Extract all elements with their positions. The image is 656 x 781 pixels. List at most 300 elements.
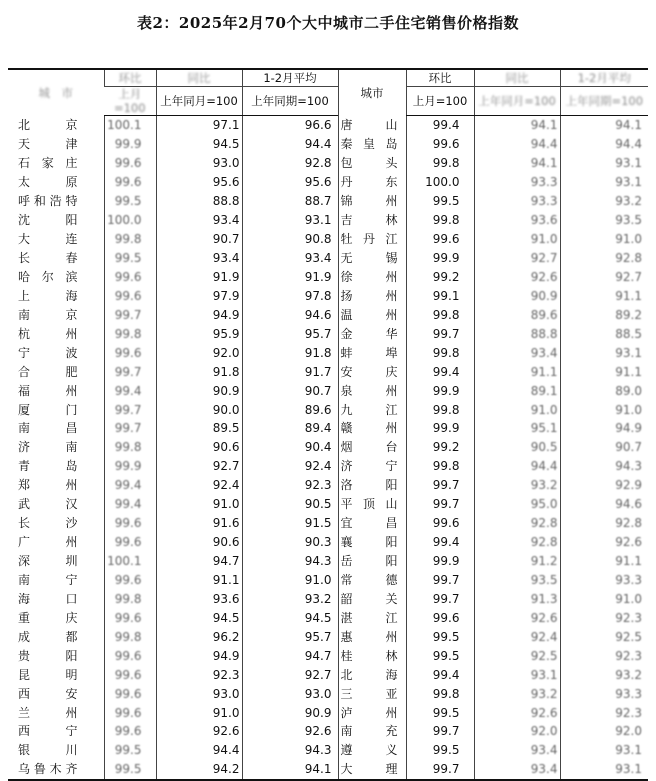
- cell-city-left: 深圳: [18, 554, 78, 569]
- cell-city-right: 牡丹江: [338, 230, 406, 249]
- header-yoy-right: 同比: [474, 69, 560, 87]
- cell-mom-left: 99.9: [104, 135, 156, 154]
- cell-yoy-left: 91.1: [156, 571, 242, 590]
- cell-yoy-right: 92.7: [474, 249, 560, 268]
- cell-yoy-right: 92.4: [474, 627, 560, 646]
- cell-city-right: 宜昌: [338, 514, 406, 533]
- cell-city-right: 扬州: [338, 286, 406, 305]
- table-row: [8, 741, 648, 760]
- cell-yoy-right: 90.9: [474, 286, 560, 305]
- cell-avg-left: 93.1: [242, 211, 338, 230]
- cell-avg-right: 91.1: [560, 286, 648, 305]
- cell-avg-left: 92.4: [242, 457, 338, 476]
- cell-yoy-right: 95.1: [474, 419, 560, 438]
- cell-mom-left: 99.5: [104, 192, 156, 211]
- header-mom-unit-left: 上月=100: [104, 87, 156, 116]
- cell-mom-left: 99.4: [104, 476, 156, 495]
- cell-avg-left: 97.8: [242, 286, 338, 305]
- header-avg-right: 1-2月平均: [560, 69, 648, 87]
- cell-avg-left: 95.7: [242, 627, 338, 646]
- cell-city-right: 岳阳: [338, 552, 406, 571]
- cell-city-left: 哈尔滨: [18, 269, 78, 284]
- cell-yoy-right: 92.8: [474, 514, 560, 533]
- cell-mom-right: 99.4: [406, 533, 474, 552]
- cell-city-left: 沈阳: [18, 213, 78, 228]
- cell-city-right: 烟台: [338, 438, 406, 457]
- cell-mom-left: 99.6: [104, 608, 156, 627]
- table-row: [8, 249, 648, 268]
- cell-city-left: 北京: [18, 118, 78, 133]
- table-row: [8, 627, 648, 646]
- cell-avg-right: 94.9: [560, 419, 648, 438]
- cell-avg-left: 91.5: [242, 514, 338, 533]
- cell-mom-left: 99.8: [104, 230, 156, 249]
- cell-mom-right: 99.5: [406, 741, 474, 760]
- cell-avg-right: 93.1: [560, 173, 648, 192]
- header-mom-right: 环比: [406, 69, 474, 87]
- cell-mom-left: 100.1: [104, 552, 156, 571]
- cell-yoy-left: 94.4: [156, 741, 242, 760]
- header-city-right: 城市: [338, 69, 406, 116]
- cell-city-left: 成都: [18, 629, 78, 644]
- cell-yoy-left: 90.9: [156, 381, 242, 400]
- cell-yoy-left: 90.6: [156, 438, 242, 457]
- cell-avg-left: 90.5: [242, 495, 338, 514]
- table-row: [8, 362, 648, 381]
- cell-city-left: 西安: [18, 686, 78, 701]
- cell-avg-left: 89.6: [242, 400, 338, 419]
- cell-city-left: 杭州: [18, 326, 78, 341]
- cell-city-right: 湛江: [338, 608, 406, 627]
- table-row: [8, 135, 648, 154]
- cell-city-right: 南充: [338, 722, 406, 741]
- table-row: [8, 476, 648, 495]
- cell-avg-left: 93.0: [242, 684, 338, 703]
- table-row: [8, 192, 648, 211]
- cell-city-left: 大连: [18, 232, 78, 247]
- cell-city-left: 太原: [18, 175, 78, 190]
- cell-yoy-left: 91.8: [156, 362, 242, 381]
- table-row: [8, 268, 648, 287]
- cell-mom-right: 99.7: [406, 495, 474, 514]
- cell-city-right: 秦皇岛: [338, 135, 406, 154]
- cell-mom-right: 99.7: [406, 760, 474, 780]
- cell-yoy-left: 90.6: [156, 533, 242, 552]
- cell-mom-right: 99.7: [406, 571, 474, 590]
- cell-mom-right: 99.8: [406, 211, 474, 230]
- cell-city-right: 洛阳: [338, 476, 406, 495]
- cell-avg-left: 92.7: [242, 665, 338, 684]
- cell-yoy-right: 93.5: [474, 571, 560, 590]
- cell-yoy-right: 93.4: [474, 343, 560, 362]
- cell-mom-right: 99.6: [406, 514, 474, 533]
- cell-mom-left: 99.5: [104, 249, 156, 268]
- cell-yoy-right: 92.0: [474, 722, 560, 741]
- cell-yoy-left: 94.7: [156, 552, 242, 571]
- cell-avg-right: 93.1: [560, 154, 648, 173]
- cell-yoy-right: 93.2: [474, 684, 560, 703]
- cell-yoy-right: 89.6: [474, 305, 560, 324]
- cell-avg-right: 88.5: [560, 324, 648, 343]
- cell-avg-left: 90.9: [242, 703, 338, 722]
- cell-city-left: 合肥: [18, 364, 78, 379]
- cell-city-right: 赣州: [338, 419, 406, 438]
- cell-avg-left: 90.3: [242, 533, 338, 552]
- cell-yoy-right: 94.1: [474, 116, 560, 135]
- cell-mom-left: 99.5: [104, 760, 156, 780]
- cell-city-right: 平顶山: [338, 495, 406, 514]
- cell-city-left: 青岛: [18, 459, 78, 474]
- cell-mom-right: 99.5: [406, 646, 474, 665]
- cell-avg-right: 93.1: [560, 760, 648, 780]
- cell-mom-right: 99.9: [406, 381, 474, 400]
- cell-avg-right: 93.3: [560, 684, 648, 703]
- cell-yoy-right: 92.6: [474, 608, 560, 627]
- cell-city-right: 锦州: [338, 192, 406, 211]
- table-row: [8, 173, 648, 192]
- cell-mom-right: 99.4: [406, 665, 474, 684]
- table-row: [8, 305, 648, 324]
- cell-mom-right: 99.8: [406, 684, 474, 703]
- cell-mom-left: 99.4: [104, 381, 156, 400]
- table-row: [8, 495, 648, 514]
- cell-city-left: 重庆: [18, 610, 78, 625]
- cell-yoy-left: 94.2: [156, 760, 242, 780]
- cell-mom-left: 99.6: [104, 571, 156, 590]
- cell-yoy-right: 93.3: [474, 192, 560, 211]
- cell-mom-right: 99.5: [406, 192, 474, 211]
- cell-city-left: 兰州: [18, 705, 78, 720]
- cell-avg-right: 91.0: [560, 230, 648, 249]
- cell-city-left: 广州: [18, 535, 78, 550]
- cell-city-right: 大理: [338, 760, 406, 780]
- cell-yoy-right: 89.1: [474, 381, 560, 400]
- header-mom-unit-right: 上月=100: [406, 87, 474, 116]
- cell-yoy-right: 88.8: [474, 324, 560, 343]
- cell-city-left: 南昌: [18, 421, 78, 436]
- cell-city-right: 唐山: [338, 116, 406, 135]
- header-mom-left: 环比: [104, 69, 156, 87]
- cell-mom-left: 99.8: [104, 589, 156, 608]
- cell-city-left: 乌鲁木齐: [8, 760, 104, 780]
- cell-avg-right: 93.2: [560, 192, 648, 211]
- cell-city-right: 济宁: [338, 457, 406, 476]
- cell-avg-right: 93.2: [560, 665, 648, 684]
- cell-avg-right: 93.5: [560, 211, 648, 230]
- cell-avg-right: 92.5: [560, 627, 648, 646]
- table-row: [8, 533, 648, 552]
- cell-mom-right: 99.4: [406, 362, 474, 381]
- cell-mom-left: 99.8: [104, 627, 156, 646]
- cell-mom-right: 99.4: [406, 116, 474, 135]
- cell-mom-left: 99.6: [104, 343, 156, 362]
- cell-yoy-right: 91.0: [474, 230, 560, 249]
- cell-avg-right: 94.3: [560, 457, 648, 476]
- cell-avg-right: 92.3: [560, 703, 648, 722]
- cell-mom-left: 99.6: [104, 268, 156, 287]
- cell-yoy-right: 93.6: [474, 211, 560, 230]
- cell-city-left: 厦门: [18, 402, 78, 417]
- cell-yoy-left: 93.0: [156, 154, 242, 173]
- cell-city-left: 石家庄: [18, 156, 78, 171]
- cell-city-right: 遵义: [338, 741, 406, 760]
- cell-yoy-left: 88.8: [156, 192, 242, 211]
- cell-yoy-left: 92.6: [156, 722, 242, 741]
- cell-mom-right: 99.6: [406, 608, 474, 627]
- cell-mom-left: 99.6: [104, 173, 156, 192]
- cell-avg-right: 94.6: [560, 495, 648, 514]
- cell-avg-left: 90.8: [242, 230, 338, 249]
- cell-city-right: 蚌埠: [338, 343, 406, 362]
- cell-city-right: 惠州: [338, 627, 406, 646]
- cell-city-left: 西宁: [18, 724, 78, 739]
- cell-avg-left: 95.6: [242, 173, 338, 192]
- cell-avg-right: 89.2: [560, 305, 648, 324]
- cell-mom-left: 99.6: [104, 646, 156, 665]
- cell-avg-right: 92.8: [560, 249, 648, 268]
- table-row: [8, 230, 648, 249]
- cell-yoy-left: 91.9: [156, 268, 242, 287]
- cell-mom-right: 99.9: [406, 552, 474, 571]
- cell-mom-right: 99.7: [406, 722, 474, 741]
- cell-avg-right: 92.9: [560, 476, 648, 495]
- header-yoy-left: 同比: [156, 69, 242, 87]
- table-row: [8, 343, 648, 362]
- cell-avg-left: 93.2: [242, 589, 338, 608]
- cell-yoy-left: 91.0: [156, 703, 242, 722]
- table-row: [8, 457, 648, 476]
- cell-yoy-left: 93.6: [156, 589, 242, 608]
- cell-city-right: 吉林: [338, 211, 406, 230]
- cell-avg-left: 94.3: [242, 741, 338, 760]
- table-row: [8, 646, 648, 665]
- cell-mom-right: 99.6: [406, 230, 474, 249]
- cell-city-left: 海口: [18, 591, 78, 606]
- cell-avg-left: 92.6: [242, 722, 338, 741]
- cell-yoy-left: 94.5: [156, 135, 242, 154]
- cell-city-right: 三亚: [338, 684, 406, 703]
- cell-yoy-right: 94.4: [474, 457, 560, 476]
- cell-avg-left: 90.4: [242, 438, 338, 457]
- table-row: [8, 211, 648, 230]
- cell-mom-right: 99.5: [406, 627, 474, 646]
- cell-city-left: 宁波: [18, 345, 78, 360]
- cell-avg-right: 89.0: [560, 381, 648, 400]
- cell-city-left: 天津: [18, 137, 78, 152]
- cell-city-left: 银川: [18, 743, 78, 758]
- cell-avg-right: 94.4: [560, 135, 648, 154]
- table-row: [8, 760, 648, 780]
- table-row: [8, 703, 648, 722]
- cell-mom-right: 99.8: [406, 400, 474, 419]
- cell-avg-right: 92.7: [560, 268, 648, 287]
- header-yoy-unit-right: 上年同月=100: [474, 87, 560, 116]
- cell-yoy-left: 94.9: [156, 646, 242, 665]
- table-row: [8, 722, 648, 741]
- cell-city-left: 济南: [18, 440, 78, 455]
- cell-avg-right: 92.8: [560, 514, 648, 533]
- table-row: [8, 324, 648, 343]
- cell-yoy-right: 92.6: [474, 268, 560, 287]
- cell-yoy-left: 95.6: [156, 173, 242, 192]
- cell-mom-right: 99.9: [406, 419, 474, 438]
- cell-city-right: 金华: [338, 324, 406, 343]
- cell-city-right: 无锡: [338, 249, 406, 268]
- table-row: [8, 665, 648, 684]
- table-row: [8, 116, 648, 135]
- cell-yoy-left: 90.0: [156, 400, 242, 419]
- cell-mom-left: 99.6: [104, 684, 156, 703]
- cell-yoy-left: 94.9: [156, 305, 242, 324]
- cell-avg-right: 90.7: [560, 438, 648, 457]
- cell-yoy-right: 95.0: [474, 495, 560, 514]
- cell-yoy-right: 94.1: [474, 154, 560, 173]
- table-row: [8, 381, 648, 400]
- cell-yoy-right: 91.2: [474, 552, 560, 571]
- cell-avg-left: 90.7: [242, 381, 338, 400]
- cell-yoy-left: 92.4: [156, 476, 242, 495]
- cell-yoy-left: 90.7: [156, 230, 242, 249]
- cell-yoy-right: 93.3: [474, 173, 560, 192]
- cell-yoy-left: 93.4: [156, 249, 242, 268]
- cell-mom-left: 99.7: [104, 362, 156, 381]
- cell-yoy-left: 92.0: [156, 343, 242, 362]
- cell-city-left: 郑州: [18, 478, 78, 493]
- cell-yoy-right: 92.8: [474, 533, 560, 552]
- cell-city-left: 昆明: [18, 667, 78, 682]
- cell-avg-right: 93.1: [560, 741, 648, 760]
- cell-mom-right: 99.8: [406, 305, 474, 324]
- cell-mom-right: 99.9: [406, 249, 474, 268]
- cell-avg-right: 93.1: [560, 343, 648, 362]
- cell-avg-left: 89.4: [242, 419, 338, 438]
- cell-avg-left: 94.6: [242, 305, 338, 324]
- cell-avg-left: 94.3: [242, 552, 338, 571]
- table-row: [8, 608, 648, 627]
- cell-city-left: 福州: [18, 383, 78, 398]
- cell-mom-left: 99.9: [104, 457, 156, 476]
- table-row: [8, 286, 648, 305]
- page-title: 表2：2025年2月70个大中城市二手住宅销售价格指数: [137, 14, 519, 32]
- table-header: [8, 69, 648, 116]
- cell-yoy-left: 92.7: [156, 457, 242, 476]
- cell-city-right: 常德: [338, 571, 406, 590]
- header-yoy-unit-left: 上年同月=100: [156, 87, 242, 116]
- cell-avg-left: 94.1: [242, 760, 338, 780]
- cell-mom-left: 99.7: [104, 419, 156, 438]
- cell-mom-left: 99.6: [104, 286, 156, 305]
- cell-mom-left: 99.7: [104, 305, 156, 324]
- header-avg-unit-left: 上年同期=100: [242, 87, 338, 116]
- cell-mom-right: 99.7: [406, 476, 474, 495]
- cell-city-right: 九江: [338, 400, 406, 419]
- cell-yoy-right: 92.6: [474, 703, 560, 722]
- cell-yoy-right: 91.0: [474, 400, 560, 419]
- cell-mom-left: 100.0: [104, 211, 156, 230]
- cell-city-left: 南宁: [18, 572, 78, 587]
- cell-yoy-left: 91.0: [156, 495, 242, 514]
- cell-mom-left: 99.6: [104, 533, 156, 552]
- cell-city-left: 武汉: [18, 497, 78, 512]
- header-city-left: 城 市: [8, 69, 104, 116]
- cell-city-right: 泉州: [338, 381, 406, 400]
- cell-city-left: 贵阳: [18, 648, 78, 663]
- table-row: [8, 552, 648, 571]
- cell-avg-left: 95.7: [242, 324, 338, 343]
- cell-city-left: 长沙: [18, 516, 78, 531]
- cell-mom-left: 100.1: [104, 116, 156, 135]
- cell-avg-right: 94.1: [560, 116, 648, 135]
- cell-yoy-left: 91.6: [156, 514, 242, 533]
- cell-yoy-left: 97.9: [156, 286, 242, 305]
- cell-city-right: 安庆: [338, 362, 406, 381]
- cell-yoy-right: 91.1: [474, 362, 560, 381]
- cell-avg-left: 92.3: [242, 476, 338, 495]
- cell-mom-left: 99.6: [104, 514, 156, 533]
- cell-yoy-right: 93.2: [474, 476, 560, 495]
- cell-yoy-right: 91.3: [474, 589, 560, 608]
- cell-avg-right: 91.1: [560, 362, 648, 381]
- table-row: [8, 154, 648, 173]
- cell-mom-left: 99.6: [104, 665, 156, 684]
- cell-avg-left: 91.0: [242, 571, 338, 590]
- cell-mom-left: 99.6: [104, 722, 156, 741]
- cell-avg-left: 88.7: [242, 192, 338, 211]
- cell-yoy-left: 94.5: [156, 608, 242, 627]
- cell-mom-left: 99.6: [104, 703, 156, 722]
- cell-avg-left: 94.7: [242, 646, 338, 665]
- cell-mom-right: 100.0: [406, 173, 474, 192]
- cell-mom-right: 99.1: [406, 286, 474, 305]
- table-row: [8, 514, 648, 533]
- cell-mom-right: 99.8: [406, 343, 474, 362]
- cell-avg-left: 93.4: [242, 249, 338, 268]
- cell-avg-left: 92.8: [242, 154, 338, 173]
- cell-avg-left: 91.7: [242, 362, 338, 381]
- cell-city-right: 北海: [338, 665, 406, 684]
- cell-avg-right: 92.6: [560, 533, 648, 552]
- cell-mom-right: 99.8: [406, 154, 474, 173]
- cell-yoy-right: 93.1: [474, 665, 560, 684]
- cell-city-left: 上海: [18, 288, 78, 303]
- cell-city-right: 包头: [338, 154, 406, 173]
- table-row: [8, 571, 648, 590]
- cell-yoy-left: 92.3: [156, 665, 242, 684]
- table-body: [8, 116, 648, 780]
- cell-yoy-left: 96.2: [156, 627, 242, 646]
- cell-mom-right: 99.6: [406, 135, 474, 154]
- cell-city-right: 温州: [338, 305, 406, 324]
- cell-city-left: 呼和浩特: [18, 194, 78, 209]
- header-avg-left: 1-2月平均: [242, 69, 338, 87]
- cell-avg-left: 94.4: [242, 135, 338, 154]
- cell-yoy-left: 95.9: [156, 324, 242, 343]
- cell-mom-left: 99.5: [104, 741, 156, 760]
- cell-avg-right: 91.0: [560, 400, 648, 419]
- cell-yoy-right: 94.4: [474, 135, 560, 154]
- cell-yoy-left: 97.1: [156, 116, 242, 135]
- cell-avg-left: 91.9: [242, 268, 338, 287]
- cell-yoy-right: 90.5: [474, 438, 560, 457]
- cell-city-right: 桂林: [338, 646, 406, 665]
- cell-mom-right: 99.8: [406, 457, 474, 476]
- cell-avg-left: 94.5: [242, 608, 338, 627]
- cell-yoy-right: 93.4: [474, 760, 560, 780]
- price-index-table: [8, 68, 648, 781]
- cell-mom-right: 99.7: [406, 324, 474, 343]
- cell-avg-right: 91.1: [560, 552, 648, 571]
- cell-mom-left: 99.8: [104, 438, 156, 457]
